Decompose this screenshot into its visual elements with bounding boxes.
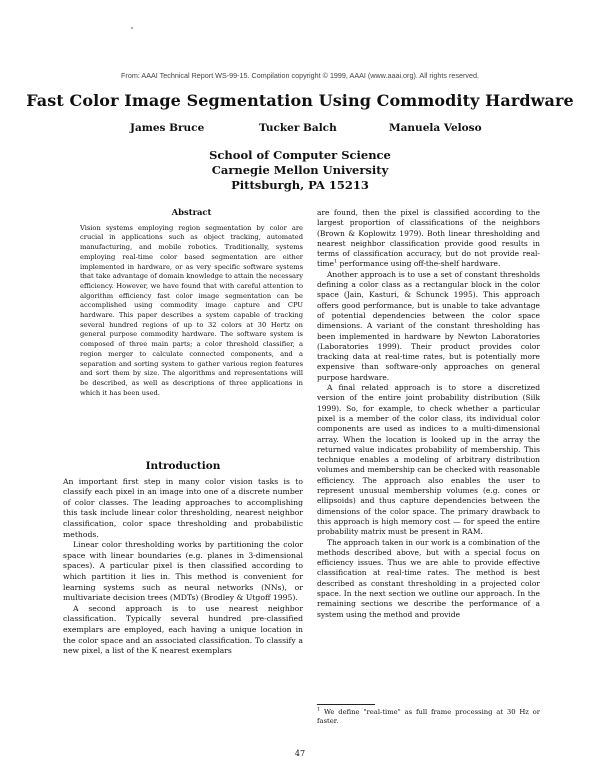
author-name: Tucker Balch (259, 122, 337, 134)
body-paragraph: An important first step in many color vision tasks is to classify each pixel in an image into one of a discrete number of color classes. The leading approaches to accomplishing this task include linear color thresholding, nearest neighbor classification, color space thresholding and probabilistic methods. (63, 476, 303, 539)
introduction-heading: Introduction (145, 460, 221, 472)
page-number: 47 (294, 749, 306, 758)
abstract-section (80, 208, 303, 398)
body-paragraph: Another approach is to use a set of constant thresholds defining a color class as a rectangular block in the color space (Jain, Kasturi, & Schunck 1995). This approach offers good performance, but is unable to take advantage of potential dependencies between the color space dimensions. A variant of the constant thresholding has been implemented in hardware by Newton Laboratories (Laboratories 1999). Their product provides color tracking data at real-time rates, but is potentially more expensive than software-only approaches on general purpose hardware. (317, 269, 540, 382)
introduction-section (63, 461, 303, 657)
footnote (317, 708, 540, 726)
author-name: James Bruce (130, 122, 205, 134)
abstract-text: Vision systems employing region segmentation by color are crucial in applications such as object tracking, automated manufacturing, and mobile robotics. Traditionally, systems employing real-time color based segmentation are either implemented in hardware, or as very specific software systems that take advantage of domain knowledge to attain the necessary efficiency. However, we have found that with careful attention to algorithm efficiency fast color image segmentation can be accomplished using commodity image capture and CPU hardware. This paper describes a system capable of tracking several hundred regions of up to 32 colors at 30 Hertz on general purpose commodity hardware. The software system is composed of three main parts; a color threshold classifier, a region merger to calculate connected components, and a separation and sorting system to gather various region features and sort them by size. The algorithms and representations will be described, as well as descriptions of three applications in which it has been used. (80, 223, 303, 397)
text-run: performance using off-the-shelf hardware. (337, 259, 501, 269)
affiliation-line: Carnegie Mellon University (211, 163, 389, 177)
body-paragraph (317, 208, 540, 270)
paper-title: Fast Color Image Segmentation Using Commodity Hardware (26, 91, 574, 110)
body-paragraph: Linear color thresholding works by partitioning the color space with linear boundaries (e.g. planes in 3-dimensional spaces). A particular pixel is then classified according to which partition it lies in. This method is convenient for learning systems such as neural networks (NNs), or multivariate decision trees (MDTs) (Brodley & Utgoff 1995). (63, 540, 303, 603)
abstract-heading: Abstract (171, 207, 212, 217)
footnote-rule (317, 704, 375, 705)
scan-speck (131, 27, 133, 29)
body-paragraph: A second approach is to use nearest neighbor classification. Typically several hundred pre-classified exemplars are employed, each having a unique location in the color space and an associated classification. To classify a new pixel, a list of the K nearest exemplars (63, 603, 303, 656)
body-paragraph: The approach taken in our work is a combination of the methods described above, but with a special focus on efficiency issues. Thus we are able to provide effective classification at real-time rates. The method is best described as constant thresholding in a projected color space. In the next section we outline our approach. In the remaining sections we describe the performance of a system using the method and provide (317, 537, 540, 619)
footnote-text: We define "real-time" as full frame processing at 30 Hz or faster. (317, 708, 540, 726)
right-column (317, 208, 540, 620)
footnote-number: 1 (317, 706, 321, 713)
affiliation-line: School of Computer Science (209, 148, 391, 162)
affiliation (0, 148, 600, 193)
copyright-header: From: AAAI Technical Report WS-99-15. Compilation copyright © 1999, AAAI (www.aaai.org). All rights reserved. (121, 71, 479, 80)
text-run: are found, then the pixel is classified according to the largest proportion of classifications of the neighbors (Brown & Koplowitz 1979). Both linear thresholding and nearest neighbor classification provide good results in terms of classification accuracy, but do not provide real-time (317, 208, 540, 269)
author-name: Manuela Veloso (389, 122, 482, 134)
affiliation-line: Pittsburgh, PA 15213 (231, 178, 369, 192)
body-paragraph: A final related approach is to store a discretized version of the entire joint probability distribution (Silk 1999). So, for example, to check whether a particular pixel is a member of the color class, its individual color components are used as indices to a multi-dimensional array. When the location is looked up in the array the returned value indicates probability of membership. This technique enables a modeling of arbitrary distribution volumes and membership can be checked with reasonable efficiency. The approach also enables the user to represent unusual membership volumes (e.g. cones or ellipsoids) and thus capture dependencies between the dimensions of the color space. The primary drawback to this approach is high memory cost — for speed the entire probability matrix must be present in RAM. (317, 383, 540, 537)
footnote-marker: 1 (333, 258, 338, 265)
